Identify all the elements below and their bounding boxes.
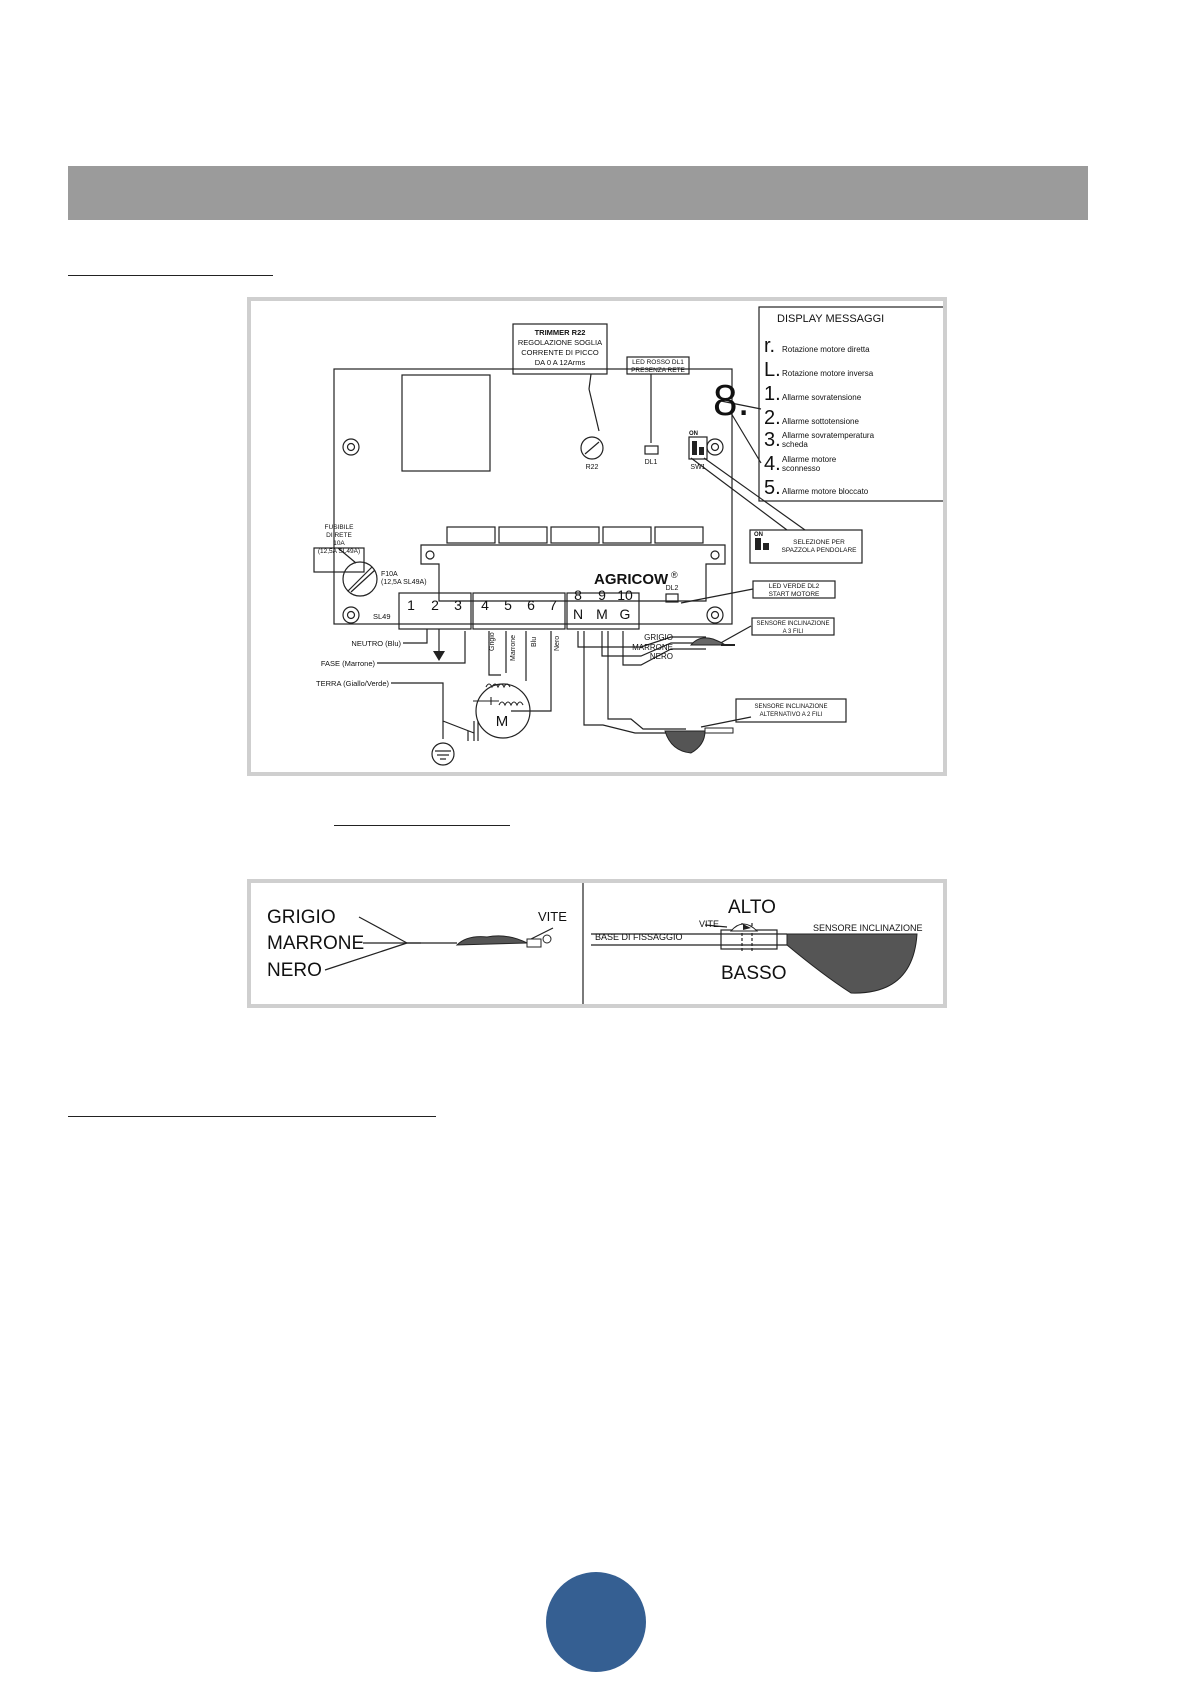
wire-label-blu: Blu bbox=[531, 636, 538, 647]
fuse-callout-line-3: 10A bbox=[333, 540, 345, 547]
wiring-diagram bbox=[251, 301, 943, 772]
wiring-diagram-frame bbox=[247, 297, 947, 776]
label-fase: FASE (Marrone) bbox=[320, 659, 375, 668]
terminal-3: 3 bbox=[454, 597, 462, 613]
sw1-on-label: ON bbox=[689, 431, 698, 437]
terminal-letter-n: N bbox=[572, 606, 584, 622]
display-code-r: r. bbox=[764, 335, 776, 357]
fuse-callout-line-4: (12,5A SL49A) bbox=[317, 548, 361, 555]
display-msg-4-line-1: Allarme motore bbox=[782, 455, 837, 464]
display-msg-r: Rotazione motore diretta bbox=[782, 345, 870, 354]
vite-left-label: VITE bbox=[538, 909, 567, 924]
motor-label: M bbox=[495, 713, 509, 730]
sensor-wire-nero-big: NERO bbox=[267, 960, 322, 981]
sensor-2wire-callout-line-1: SENSORE INCLINAZIONE bbox=[754, 704, 828, 710]
wire-label-marrone: Marrone bbox=[510, 634, 517, 661]
display-msg-4-line-2: sconnesso bbox=[782, 464, 821, 473]
alto-label: ALTO bbox=[728, 897, 776, 918]
sensor-3wire-callout-line-1: SENSORE INCLINAZIONE bbox=[756, 621, 830, 627]
trimmer-callout-line-1: TRIMMER R22 bbox=[534, 328, 586, 337]
selection-callout-line-1: SELEZIONE PER bbox=[793, 539, 845, 546]
terminal-letter-g: G bbox=[619, 606, 631, 622]
display-msg-2: Allarme sottotensione bbox=[782, 417, 859, 426]
display-msg-3-line-2: scheda bbox=[782, 440, 808, 449]
sensor-label: SENSORE INCLINAZIONE bbox=[813, 923, 923, 933]
display-code-5: 5. bbox=[764, 477, 781, 499]
display-msg-3-line-1: Allarme sovratemperatura bbox=[782, 431, 875, 440]
display-msg-5: Allarme motore bloccato bbox=[782, 487, 869, 496]
basso-label: BASSO bbox=[721, 963, 787, 984]
fuse-callout-line-1: FUSIBILE bbox=[324, 524, 354, 531]
fuse-label-line-1: F10A bbox=[381, 571, 398, 578]
label-neutro: NEUTRO (Blu) bbox=[351, 639, 401, 648]
terminal-9: 9 bbox=[598, 587, 606, 603]
led-green-callout-line-2: START MOTORE bbox=[768, 591, 820, 598]
sensor-wire-marrone: MARRONE bbox=[632, 643, 673, 652]
sensor-wire-nero: NERO bbox=[649, 652, 673, 661]
display-digit: 8. bbox=[713, 376, 750, 425]
led-red-callout-line-2: PRESENZA RETE bbox=[631, 367, 685, 374]
heading-underline-3 bbox=[68, 1116, 436, 1117]
terminal-7: 7 bbox=[549, 597, 557, 613]
terminal-4: 4 bbox=[481, 597, 489, 613]
page-number-badge bbox=[546, 1572, 646, 1672]
led-green-callout-line-1: LED VERDE DL2 bbox=[768, 583, 820, 590]
base-label: BASE DI FISSAGGIO bbox=[595, 932, 683, 942]
fuse-callout-line-2: DI RETE bbox=[326, 532, 352, 539]
wire-label-grigio: Grigio bbox=[489, 632, 496, 651]
label-terra: TERRA (Giallo/Verde) bbox=[316, 679, 389, 688]
dl2-label: DL2 bbox=[665, 585, 679, 592]
r22-label: R22 bbox=[585, 464, 599, 471]
sw1-label: SW1 bbox=[690, 464, 706, 471]
sensor-2wire-callout-line-2: ALTERNATIVO A 2 FILI bbox=[759, 712, 823, 718]
display-msg-1: Allarme sovratensione bbox=[782, 393, 862, 402]
led-red-callout-line-1: LED ROSSO DL1 bbox=[632, 359, 684, 366]
sensor-wire-grigio-big: GRIGIO bbox=[267, 907, 336, 928]
section-header-bar bbox=[68, 166, 1088, 220]
terminal-1: 1 bbox=[407, 597, 415, 613]
trimmer-callout-line-3: CORRENTE DI PICCO bbox=[521, 348, 599, 357]
display-code-2: 2. bbox=[764, 407, 781, 429]
vite-right-label: VITE bbox=[699, 919, 720, 929]
wire-label-nero: Nero bbox=[554, 635, 561, 651]
fuse-label-line-2: (12,5A SL49A) bbox=[381, 579, 427, 586]
display-msg-l: Rotazione motore inversa bbox=[782, 369, 874, 378]
display-code-4: 4. bbox=[764, 453, 781, 475]
display-code-3: 3. bbox=[764, 429, 781, 451]
heading-underline-2 bbox=[334, 825, 510, 826]
heading-underline-1 bbox=[68, 275, 273, 276]
terminal-10: 10 bbox=[617, 587, 633, 603]
display-title: DISPLAY MESSAGGI bbox=[777, 313, 885, 325]
selection-on-label: ON bbox=[754, 532, 763, 538]
terminal-8: 8 bbox=[574, 587, 582, 603]
sl49-label: SL49 bbox=[373, 612, 391, 621]
brand-mark: ® bbox=[671, 570, 678, 580]
display-code-l: L. bbox=[764, 359, 781, 381]
sensor-wire-grigio: GRIGIO bbox=[644, 633, 673, 642]
brand-name: AGRICOW bbox=[594, 571, 669, 588]
trimmer-callout-line-4: DA 0 A 12Arms bbox=[534, 358, 586, 367]
selection-callout-line-2: SPAZZOLA PENDOLARE bbox=[781, 547, 857, 554]
sensor-wire-marrone-big: MARRONE bbox=[267, 933, 365, 954]
trimmer-callout-line-2: REGOLAZIONE SOGLIA bbox=[517, 338, 603, 347]
sensor-3wire-callout-line-2: A 3 FILI bbox=[782, 629, 804, 635]
terminal-2: 2 bbox=[431, 597, 439, 613]
terminal-5: 5 bbox=[504, 597, 512, 613]
display-code-1: 1. bbox=[764, 383, 781, 405]
terminal-6: 6 bbox=[527, 597, 535, 613]
terminal-letter-m: M bbox=[596, 606, 608, 622]
dl1-label: DL1 bbox=[644, 459, 658, 466]
sensor-figure bbox=[251, 883, 943, 1004]
sensor-figure-frame bbox=[247, 879, 947, 1008]
